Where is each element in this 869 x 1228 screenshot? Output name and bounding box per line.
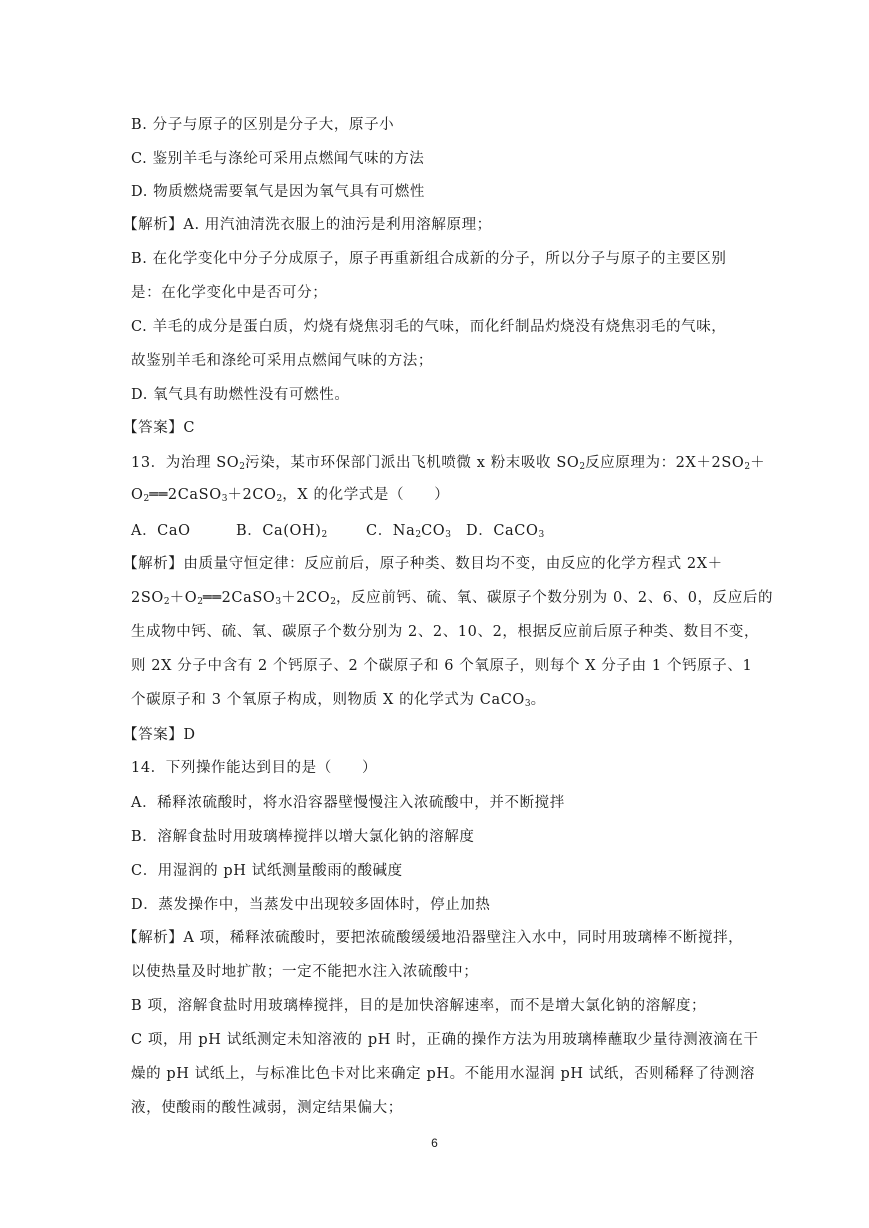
analysis-q14-c-cont2: 液，使酸雨的酸性减弱，测定结果偏大； — [131, 1100, 403, 1116]
option-d-q13 — [466, 521, 544, 545]
option-b-q13 — [236, 521, 366, 545]
subscript: 3 — [538, 530, 545, 540]
subscript: 2 — [143, 494, 150, 504]
analysis-q13-line3: 生成物中钙、硫、氧、碳原子个数分别为 2、2、10、2，根据反应前后原子种类、数目不变， — [131, 624, 760, 640]
option-b-q12: B. 分子与原子的区别是分子大，原子小 — [131, 117, 395, 133]
analysis-q13-line5 — [131, 690, 546, 714]
subscript: 2 — [330, 597, 336, 607]
analysis-q13-line4: 则 2X 分子中含有 2 个钙原子、2 个碳原子和 6 个氧原子，则每个 X 分子由 1 个钙原子、1 — [131, 658, 753, 674]
question-13-options — [131, 521, 544, 545]
text: D．CaCO — [466, 523, 539, 539]
text: ，X 的化学式是（ ） — [282, 487, 450, 503]
analysis-q12-d: D. 氧气具有助燃性没有可燃性。 — [131, 387, 350, 403]
analysis-q14-a: 【解析】A 项，稀释浓硫酸时，要把浓硫酸缓缓地沿器壁注入水中，同时用玻璃棒不断搅拌， — [123, 930, 744, 946]
subscript: 2 — [163, 597, 170, 607]
text: O — [131, 487, 144, 503]
analysis-q12: 【解析】A. 用汽油清洗衣服上的油污是利用溶解原理； — [123, 217, 492, 233]
text: 反应原理为：2X＋2SO — [585, 455, 745, 471]
text: 个碳原子和 3 个氧原子构成，则物质 X 的化学式为 CaCO — [131, 692, 525, 708]
subscript: 2 — [415, 530, 422, 540]
option-a-q14: A．稀释浓硫酸时，将水沿容器壁慢慢注入浓硫酸中，并不断搅拌 — [131, 795, 565, 811]
answer-q13: 【答案】D — [123, 727, 196, 743]
subscript: 2 — [276, 494, 283, 504]
subscript: 3 — [524, 699, 531, 709]
text: CO — [421, 523, 446, 539]
analysis-q12-b-cont: 是：在化学变化中是否可分； — [131, 285, 328, 301]
text: ══2CaSO — [149, 487, 222, 503]
option-d-q12: D. 物质燃烧需要氧气是因为氧气具有可燃性 — [131, 184, 425, 200]
question-13-equation — [131, 485, 449, 509]
analysis-q12-c-cont: 故鉴别羊毛和涤纶可采用点燃闻气味的方法； — [131, 353, 433, 369]
option-c-q14: C．用湿润的 pH 试纸测量酸雨的酸碱度 — [131, 863, 403, 879]
option-c-q12: C. 鉴别羊毛与涤纶可采用点燃闻气味的方法 — [131, 151, 425, 167]
option-a-q13 — [131, 521, 236, 541]
text: ＋2CO — [227, 487, 277, 503]
text: ══2CaSO — [202, 590, 276, 606]
text: 污染，某市环保部门派出飞机喷微 x 粉末吸收 SO — [245, 455, 580, 471]
analysis-q14-c: C 项，用 pH 试纸测定未知溶液的 pH 时，正确的操作方法为用玻璃棒蘸取少量待测液滴在干 — [131, 1032, 759, 1048]
analysis-q13-equation — [131, 588, 773, 612]
subscript: 2 — [744, 462, 751, 472]
page-number: 6 — [431, 1136, 438, 1150]
text: ＋ — [750, 455, 766, 471]
text: 。 — [530, 692, 546, 708]
subscript: 3 — [275, 597, 282, 607]
analysis-q14-b: B 项，溶解食盐时用玻璃棒搅拌，目的是加快溶解速率，而不是增大氯化钠的溶解度； — [131, 998, 707, 1014]
text: ，反应前钙、硫、氧、碳原子个数分别为 0、2、6、0，反应后的 — [335, 590, 774, 606]
text: ＋2CO — [281, 590, 331, 606]
subscript: 2 — [197, 597, 203, 607]
text: ＋O — [169, 590, 198, 606]
option-b-q14: B．溶解食盐时用玻璃棒搅拌以增大氯化钠的溶解度 — [131, 829, 475, 845]
subscript: 3 — [221, 494, 228, 504]
subscript: 2 — [321, 530, 328, 540]
text: C．Na — [366, 523, 416, 539]
analysis-q12-c: C. 羊毛的成分是蛋白质，灼烧有烧焦羽毛的气味，而化纤制品灼烧没有烧焦羽毛的气味， — [131, 319, 727, 335]
subscript: 2 — [239, 462, 246, 472]
question-13 — [131, 453, 765, 477]
subscript: 2 — [579, 462, 586, 472]
answer-q12: 【答案】C — [123, 420, 196, 436]
option-d-q14: D．蒸发操作中，当蒸发中出现较多固体时，停止加热 — [131, 897, 491, 913]
subscript: 3 — [445, 530, 451, 540]
analysis-q14-c-cont: 燥的 pH 试纸上，与标准比色卡对比来确定 pH。不能用水湿润 pH 试纸，否则稀释了待测溶 — [131, 1066, 755, 1082]
text: 13．为治理 SO — [131, 455, 240, 471]
text: B．Ca(OH) — [236, 523, 322, 539]
option-c-q13 — [366, 521, 466, 545]
text: 2SO — [131, 590, 164, 606]
text: A．CaO — [131, 523, 191, 539]
question-14: 14．下列操作能达到目的是（ ） — [131, 760, 378, 776]
analysis-q14-a-cont: 以使热量及时地扩散；一定不能把水注入浓硫酸中； — [131, 964, 479, 980]
analysis-q12-b: B. 在化学变化中分子分成原子，原子再重新组合成新的分子，所以分子与原子的主要区别 — [131, 251, 727, 267]
analysis-q13: 【解析】由质量守恒定律：反应前后，原子种类、数目均不变，由反应的化学方程式 2X＋ — [123, 556, 723, 572]
